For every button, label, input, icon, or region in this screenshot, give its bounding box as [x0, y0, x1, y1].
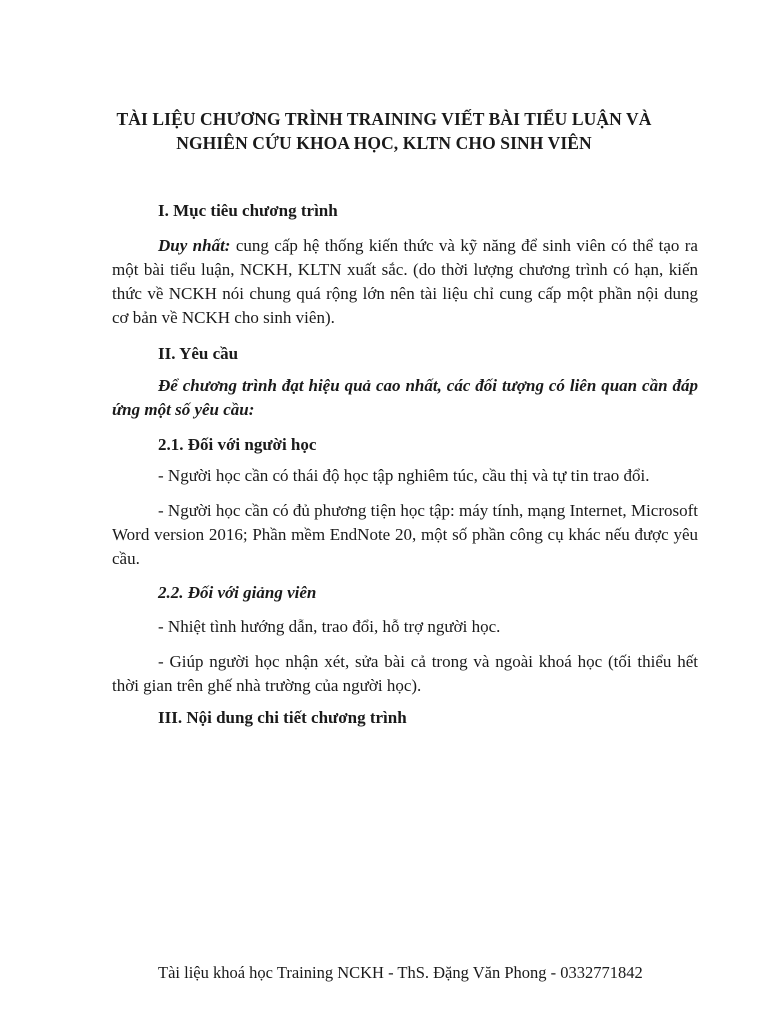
lecturer-requirement-2: - Giúp người học nhận xét, sửa bài cả trong và ngoài khoá học (tối thiểu hết thời gian trên ghế nhà trường của người học).: [112, 652, 698, 695]
section-3-heading: III. Nội dung chi tiết chương trình: [158, 708, 407, 727]
section-2-intro: Để chương trình đạt hiệu quả cao nhất, các đối tượng có liên quan cần đáp ứng một số yêu cầu:: [112, 376, 698, 419]
learner-requirement-1: - Người học cần có thái độ học tập nghiêm túc, cầu thị và tự tin trao đổi.: [158, 466, 650, 485]
section-1-body: cung cấp hệ thống kiến thức và kỹ năng để sinh viên có thể tạo ra một bài tiểu luận, NCKH, KLTN xuất sắc. (do thời lượng chương trình có hạn, kiến thức về NCKH nói chung quá rộng lớn nên tài liệu chỉ cung cấp một phần nội dung cơ bản về NCKH cho sinh viên).: [112, 236, 698, 327]
lecturer-requirement-1: - Nhiệt tình hướng dẫn, trao đổi, hỗ trợ người học.: [158, 617, 501, 636]
section-1-heading: I. Mục tiêu chương trình: [158, 201, 338, 220]
section-1-paragraph: [112, 234, 698, 330]
section-2-2-heading: 2.2. Đối với giảng viên: [158, 583, 317, 602]
learner-requirement-2: - Người học cần có đủ phương tiện học tập: máy tính, mạng Internet, Microsoft Word version 2016; Phần mềm EndNote 20, một số phần công cụ khác nếu được yêu cầu.: [112, 501, 698, 568]
page-footer: Tài liệu khoá học Training NCKH - ThS. Đặng Văn Phong - 0332771842: [158, 963, 643, 982]
title-line-1: TÀI LIỆU CHƯƠNG TRÌNH TRAINING VIẾT BÀI TIỂU LUẬN VÀ: [116, 109, 652, 129]
section-2-1-heading: 2.1. Đối với người học: [158, 435, 317, 454]
section-2-heading: II. Yêu cầu: [158, 344, 239, 363]
title-line-2: NGHIÊN CỨU KHOA HỌC, KLTN CHO SINH VIÊN: [176, 133, 592, 153]
document-title: [60, 107, 708, 155]
section-1-lead: Duy nhất:: [158, 236, 231, 255]
